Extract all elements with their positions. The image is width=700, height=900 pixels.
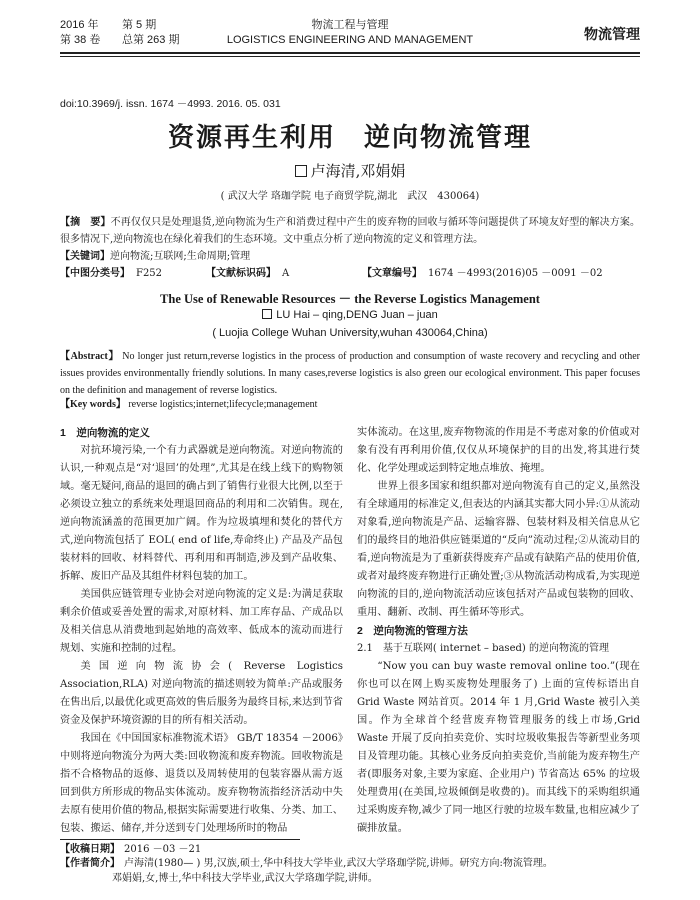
keywords-en — [60, 396, 640, 413]
header-total: 总第 263 期 — [122, 34, 180, 46]
section-2-heading: 2 逆向物流的管理方法 — [357, 625, 468, 637]
doi: doi:10.3969/j. issn. 1674 －4993. 2016. 05. 031 — [60, 98, 281, 110]
header-year: 2016 年 — [60, 19, 99, 31]
footnote-rule — [60, 839, 300, 840]
journal-name-en: LOGISTICS ENGINEERING AND MANAGEMENT — [226, 34, 474, 46]
abstract-cn-text: 不再仅仅只是处理退货,逆向物流为生产和消费过程中产生的废弃物的回收与循环等问题提供了环境友好型的解决方案。很多情况下,逆向物流也在绿化着我们的生态环境。文中重点分析了逆向物流的定义和管理方法。 — [60, 217, 641, 245]
header-journal — [225, 18, 475, 48]
clc-label: 【中图分类号】 — [60, 268, 130, 279]
keywords-en-label: 【Key words】 — [60, 399, 126, 410]
affiliation: ( 武汉大学 珞珈学院 电子商贸学院,湖北 武汉 430064) — [220, 191, 480, 202]
body-paragraph: 美国供应链管理专业协会对逆向物流的定义是:为满足获取剩余价值或妥善处置的需求,对原材料、加工库存品、产成品以及相关信息从消费地到起始地的高效率、低成本的流动而进行规划、实施和控制的过程。 — [60, 589, 343, 654]
classification — [60, 265, 640, 282]
abstract-cn — [60, 214, 640, 248]
en-authors-text: LU Hai – qing,DENG Juan – juan — [276, 309, 438, 321]
footnote-author-2 — [60, 872, 692, 886]
clc-value: F252 — [136, 268, 163, 279]
header-rule-thin — [60, 56, 640, 57]
article-no-label: 【文章编号】 — [362, 268, 422, 279]
body-paragraph: 世界上很多国家和组织都对逆向物流有自己的定义,虽然没有全球通用的标准定义,但表达的内涵其实都大同小异:①从流动对象看,逆向物流是产品、运输容器、包装材料及相关信息从它们的最终目的地沿供应链渠道的“反向”流动过程;②从流动目的看,逆向物流是为了重新获得废弃产品或有缺陷产品的使用价值,或者对最终废弃物进行正确处置;③从物流活动构成看,为实现逆向物流的目的,逆向物流活动应该包括对产品或包装物的回收、重用、翻新、改制、再生循环等形式。 — [357, 481, 640, 618]
abstract-en-text: No longer just return,reverse logistics in the process of production and consumption of waste recovery and recycling and other issues provides environmentally friendly solutions. In many cases,reverse logistics is also green our ecological environment. This paper focuses on the definition and management of reverse logistics. — [60, 351, 641, 396]
keywords-cn-text: 逆向物流;互联网;生命周期;管理 — [110, 251, 251, 262]
body-paragraph: 美国逆向物流协会( Reverse Logistics Association,RLA) 对逆向物流的描述则较为简单:产品或服务在售出后,以最优化或更高效的售后服务为最终目标,来达到节省资金及保护环境资源的目的所有相关活动。 — [60, 661, 343, 726]
paper-title: 资源再生利用 逆向物流管理 — [167, 123, 532, 153]
section-1-heading: 1 逆向物流的定义 — [60, 427, 150, 439]
keywords-cn — [60, 248, 640, 265]
article-no-value: 1674 －4993(2016)05 －0091 －02 — [428, 268, 603, 279]
header-rule — [60, 52, 640, 54]
received-label: 【收稿日期】 — [60, 844, 120, 855]
doc-code-value: A — [282, 268, 290, 279]
body-paragraph: 对抗环境污染,一个有力武器就是逆向物流。对逆向物流的认识,一种观点是“对‘退回’的处理”,尤其是在线上线下的购物领域。毫无疑问,商品的退回的确占到了销售行业很大比例,以至于必须设立独立的系统来处理退回商品的利用和二次销售。现在,逆向物流涵盖的范围更加广阔。作为垃圾填埋和焚化的替代方式,逆向物流包括了 EOL( end of life,寿命终止) 产品及产品包装材料的回收、材料替代、再利用和再制造,涉及到产品收集、拆解、废旧产品及其组件材料包装的加工。 — [60, 445, 343, 582]
authors-text: 卢海清,邓娟娟 — [310, 162, 406, 180]
received-value: 2016 －03 －21 — [124, 844, 202, 855]
author-box-icon — [295, 165, 307, 177]
keywords-en-text: reverse logistics;internet;lifecycle;management — [128, 399, 318, 410]
right-column — [357, 424, 640, 838]
en-authors — [0, 309, 700, 321]
body-paragraph: “Now you can buy waste removal online too.”(现在你也可以在网上购买废物处理服务了) 上面的宣传标语出自 Grid Waste 网站首页。2014 年 1 月,Grid Waste 被引入美国。作为全球首个经营废弃物管理服务的线上市场,Grid Waste 开展了反向拍卖竞价、实时垃圾收集报告等新型业务项目及管理功能。其核心业务反向拍卖竞价,当前能为废弃物生产者(即服务对象,主要为家庭、企业用户) 节省高达 65% 的垃圾处理费用(在美国,垃圾倾倒是收费的)。而其线下的采购组织通过采购废弃物,减少了同一地区行驶的垃圾车数量,也相应减少了碳排放量。 — [357, 661, 640, 834]
authors — [0, 160, 700, 181]
abstract-en-label: 【Abstract】 — [60, 351, 120, 362]
body-paragraph: 实体流动。在这里,废弃物物流的作用是不考虑对象的价值或对象有没有再利用价值,仅仅从环境保护的目的出发,将其进行焚化、化学处理或运到特定地点堆放、掩埋。 — [357, 427, 640, 474]
header-volume: 第 38 卷 — [60, 34, 101, 46]
doc-code-label: 【文献标识码】 — [206, 268, 276, 279]
left-column — [60, 424, 343, 838]
section-2-1-heading: 2.1 基于互联网( internet – based) 的逆向物流的管理 — [357, 643, 609, 654]
abstract-en — [60, 348, 640, 399]
author-bio-label: 【作者简介】 — [60, 858, 120, 869]
body-paragraph: 我国在《中国国家标准物流术语》 GB/T 18354 －2006》中则将逆向物流分为两大类:回收物流和废弃物流。回收物流是指不合格物品的返修、退货以及周转使用的包装容器从需方返回到供方所形成的物品实体流动。废弃物物流指经济活动中失去原有使用价值的物品,根据实际需要进行收集、分类、加工、包装、搬运、储存,并分送到专门处理场所时的物品 — [60, 733, 343, 834]
footnote-received — [60, 843, 640, 857]
keywords-cn-label: 【关键词】 — [60, 251, 110, 262]
en-affiliation: ( Luojia College Wuhan University,wuhan 430064,China) — [212, 327, 488, 339]
header-left — [60, 18, 179, 48]
footnote-author — [60, 857, 640, 871]
journal-name-cn: 物流工程与管理 — [311, 19, 389, 31]
header-section: 物流管理 — [584, 26, 640, 42]
en-author-box-icon — [262, 309, 272, 319]
abstract-cn-label: 【摘 要】 — [60, 217, 111, 228]
header-issue: 第 5 期 — [122, 19, 157, 31]
author-bio-line2: 邓娟娟,女,博士,华中科技大学毕业,武汉大学珞珈学院,讲师。 — [112, 873, 378, 884]
author-bio-line1: 卢海清(1980— ) 男,汉族,硕士,华中科技大学毕业,武汉大学珞珈学院,讲师。研究方向:物流管理。 — [124, 858, 553, 869]
en-title: The Use of Renewable Resources － the Reverse Logistics Management — [160, 292, 540, 306]
